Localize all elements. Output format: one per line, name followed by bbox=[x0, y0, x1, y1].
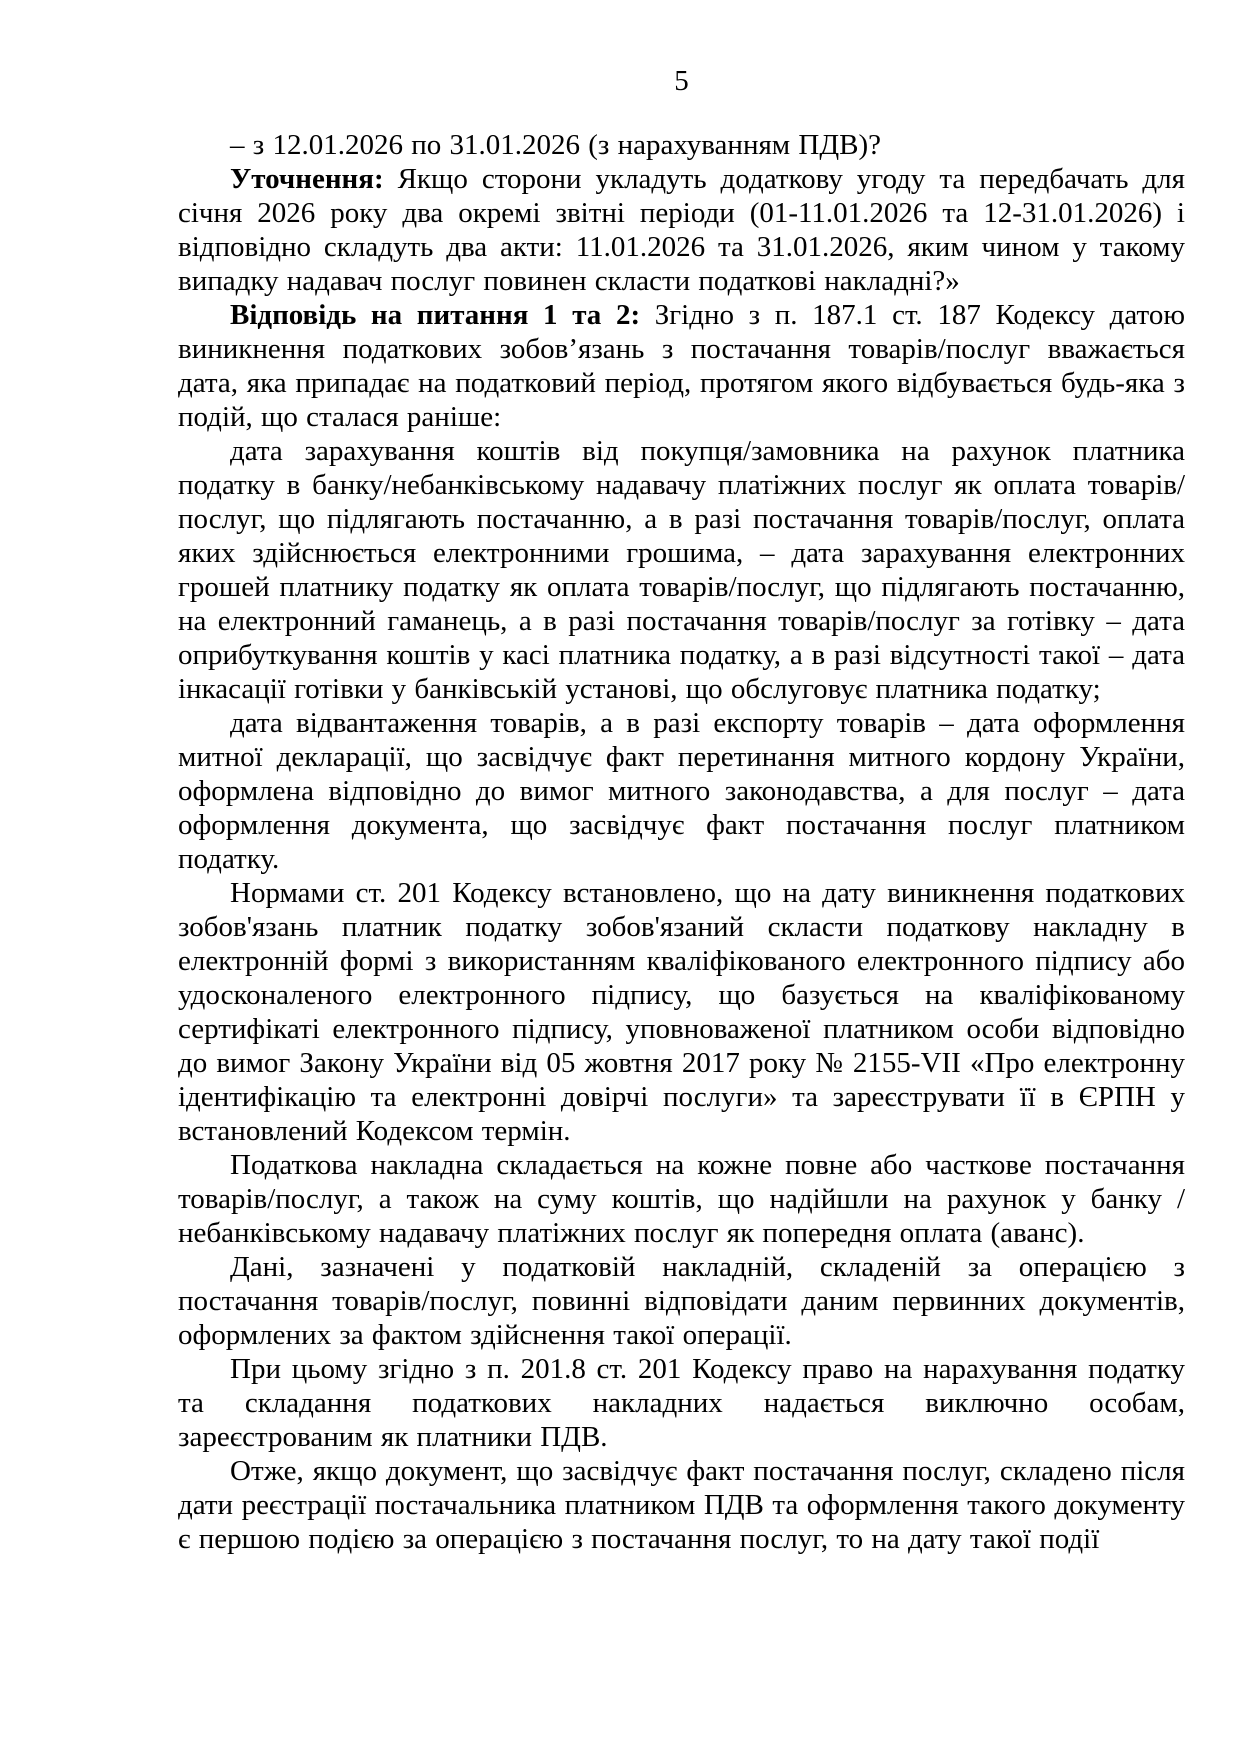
paragraph-text: – з 12.01.2026 по 31.01.2026 (з нарахуванням ПДВ)? bbox=[230, 129, 882, 161]
page-number: 5 bbox=[674, 65, 689, 97]
paragraph-text: Якщо сторони укладуть додаткову угоду та передбачать для січня 2026 року два окремі звітні періоди (01-11.01.2026 та 12-31.01.2026) і відповідно складуть два акти: 11.01.2026 та 31.01.2026, яким чином у такому випадку надавач послуг повинен скласти податкові накладні?» bbox=[178, 163, 1185, 297]
paragraph bbox=[178, 298, 1185, 434]
paragraph bbox=[178, 1148, 1185, 1250]
paragraph bbox=[178, 1250, 1185, 1352]
paragraph bbox=[178, 876, 1185, 1148]
paragraph-text: При цьому згідно з п. 201.8 ст. 201 Кодексу право на нарахування податку та складання податкових накладних надається виключно особам, зареєстрованим як платники ПДВ. bbox=[178, 1353, 1185, 1453]
paragraph bbox=[178, 706, 1185, 876]
paragraph-text: Податкова накладна складається на кожне повне або часткове постачання товарів/послуг, а також на суму коштів, що надійшли на рахунок у банку / небанківському надавачу платіжних послуг як попередня оплата (аванс). bbox=[178, 1149, 1185, 1249]
paragraph-text: Згідно з п. 187.1 ст. 187 Кодексу датою виникнення податкових зобов’язань з постачання товарів/послуг вважається дата, яка припадає на податковий період, протягом якого відбувається будь-яка з подій, що сталася раніше: bbox=[178, 299, 1185, 433]
paragraph bbox=[178, 128, 1185, 162]
paragraph-lead: Уточнення: bbox=[230, 163, 384, 195]
paragraph bbox=[178, 162, 1185, 298]
paragraph bbox=[178, 1352, 1185, 1454]
paragraph-text: дата відвантаження товарів, а в разі експорту товарів – дата оформлення митної декларації, що засвідчує факт перетинання митного кордону України, оформлена відповідно до вимог митного законодавства, а для послуг – дата оформлення документа, що засвідчує факт постачання послуг платником податку. bbox=[178, 707, 1185, 875]
paragraph bbox=[178, 1454, 1185, 1556]
paragraph-lead: Відповідь на питання 1 та 2: bbox=[230, 299, 641, 331]
paragraph-text: дата зарахування коштів від покупця/замовника на рахунок платника податку в банку/небанківському надавачу платіжних послуг як оплата товарів/послуг, що підлягають постачанню, а в разі постачання товарів/послуг, оплата яких здійснюється електронними грошима, – дата зарахування електронних грошей платнику податку як оплата товарів/послуг, що підлягають постачанню, на електронний гаманець, а в разі постачання товарів/послуг за готівку – дата оприбуткування коштів у касі платника податку, а в разі відсутності такої – дата інкасації готівки у банківській установі, що обслуговує платника податку; bbox=[178, 435, 1185, 705]
paragraph-text: Дані, зазначені у податковій накладній, складеній за операцією з постачання товарів/послуг, повинні відповідати даним первинних документів, оформлених за фактом здійснення такої операції. bbox=[178, 1251, 1185, 1351]
paragraph-text: Нормами ст. 201 Кодексу встановлено, що на дату виникнення податкових зобов'язань платник податку зобов'язаний скласти податкову накладну в електронній формі з використанням кваліфікованого електронного підпису або удосконаленого електронного підпису, що базується на кваліфікованому сертифікаті електронного підпису, уповноваженої платником особи відповідно до вимог Закону України від 05 жовтня 2017 року № 2155-VII «Про електронну ідентифікацію та електронні довірчі послуги» та зареєструвати її в ЄРПН у встановлений Кодексом термін. bbox=[178, 877, 1185, 1147]
paragraph bbox=[178, 434, 1185, 706]
document-body bbox=[178, 128, 1185, 1556]
paragraph-text: Отже, якщо документ, що засвідчує факт постачання послуг, складено після дати реєстрації постачальника платником ПДВ та оформлення такого документу є першою подією за операцією з постачання послуг, то на дату такої події bbox=[178, 1455, 1185, 1555]
